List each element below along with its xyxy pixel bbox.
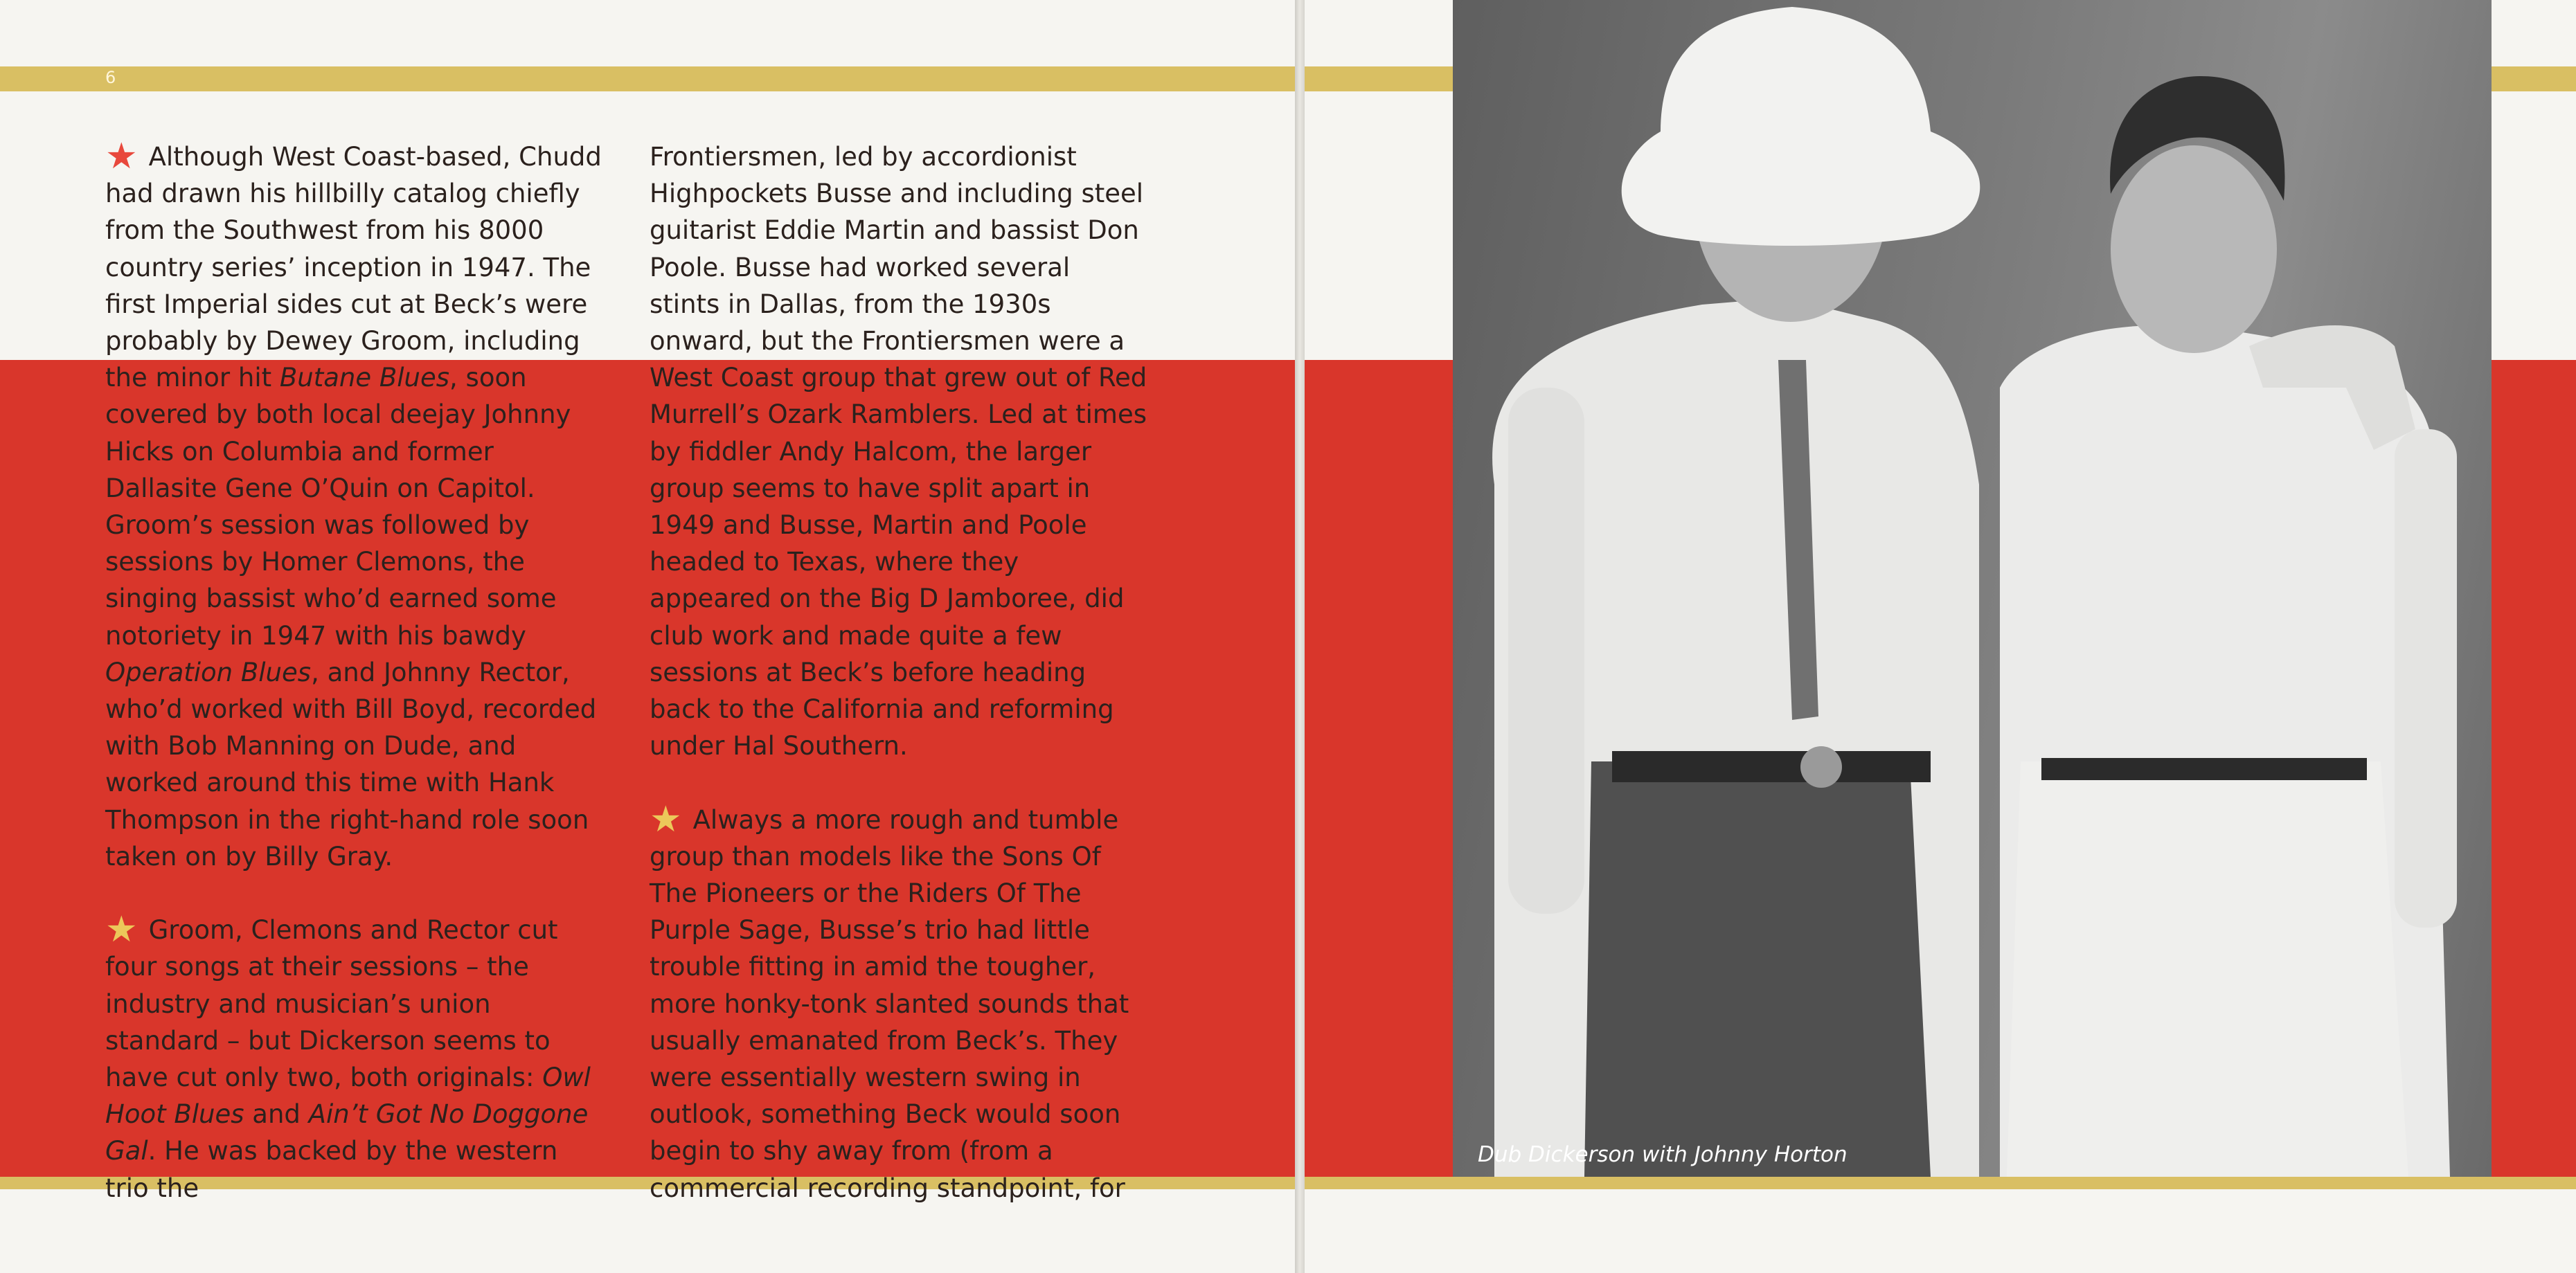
song-title: Butane Blues: [279, 363, 450, 393]
book-gutter: [1295, 0, 1305, 1273]
paragraph: [105, 909, 604, 1207]
page-number: 6: [105, 68, 116, 87]
photo-caption: Dub Dickerson with Johnny Horton: [1478, 1142, 1848, 1167]
text-run: Always a more rough and tumble group than models like the Sons Of The Pioneers or the Riders Of The Purple Sage, Busse’s trio had little trouble fitting in amid the tougher, more honky-tonk slanted sounds that usually emanated from Beck’s. They were essentially western swing in outlook, something Beck would soon begin to shy away from (from a commercial recording standpoint, for: [650, 804, 1129, 1203]
paragraph: Frontiersmen, led by accordionist Highpockets Busse and including steel guitarist Eddie Martin and bassist Don Poole. Busse had worked several stints in Dallas, from the 1930s onward, but the Frontiersmen were a West Coast group that grew out of Red Murrell’s Ozark Ramblers. Led at times by fiddler Andy Halcom, the larger group seems to have split apart in 1949 and Busse, Martin and Poole headed to Texas, where they appeared on the Big D Jamboree, did club work and made quite a few sessions at Beck’s before heading back to the California and reforming under Hal Southern.: [650, 142, 1147, 761]
text-run: , and Johnny Rector, who’d worked with Bill Boyd, recorded with Bob Manning on Dude, and worked around this time with Hank Thompson in the right-hand role soon taken on by Billy Gray.: [105, 657, 597, 872]
text-column-left: [105, 138, 604, 1243]
song-title: Owl Hoot Blues: [105, 1063, 591, 1130]
star-icon: ★: [105, 136, 138, 177]
text-run: . He was backed by the western trio the: [105, 1136, 558, 1203]
text-run: Although West Coast-based, Chudd had drawn his hillbilly catalog chiefly from the Southwest from his 8000 country series’ inception in 1947. The first Imperial sides cut at Beck’s were probably by Dewey Groom, including the minor hit: [105, 142, 602, 393]
song-title: Operation Blues: [105, 657, 312, 687]
photograph: [1453, 0, 2492, 1177]
text-run: Groom, Clemons and Rector cut four songs at their sessions – the industry and musician’s union standard – but Dickerson seems to have cut only two, both originals:: [105, 915, 558, 1093]
photo-illustration: [1453, 0, 2492, 1177]
text-run: and: [244, 1099, 309, 1130]
paragraph: [105, 138, 604, 875]
text-column-right: [650, 138, 1148, 1243]
star-icon: ★: [650, 798, 682, 840]
star-icon: ★: [105, 909, 138, 951]
song-title: Ain’t Got No Doggone Gal: [105, 1099, 589, 1166]
text-run: , soon covered by both local deejay Johnny Hicks on Columbia and former Dallasite Gene O’Quin on Capitol. Groom’s session was followed by sessions by Homer Clemons, the singing bassist who’d earned some notoriety in 1947 with his bawdy: [105, 363, 571, 651]
paragraph: [650, 798, 1148, 1207]
